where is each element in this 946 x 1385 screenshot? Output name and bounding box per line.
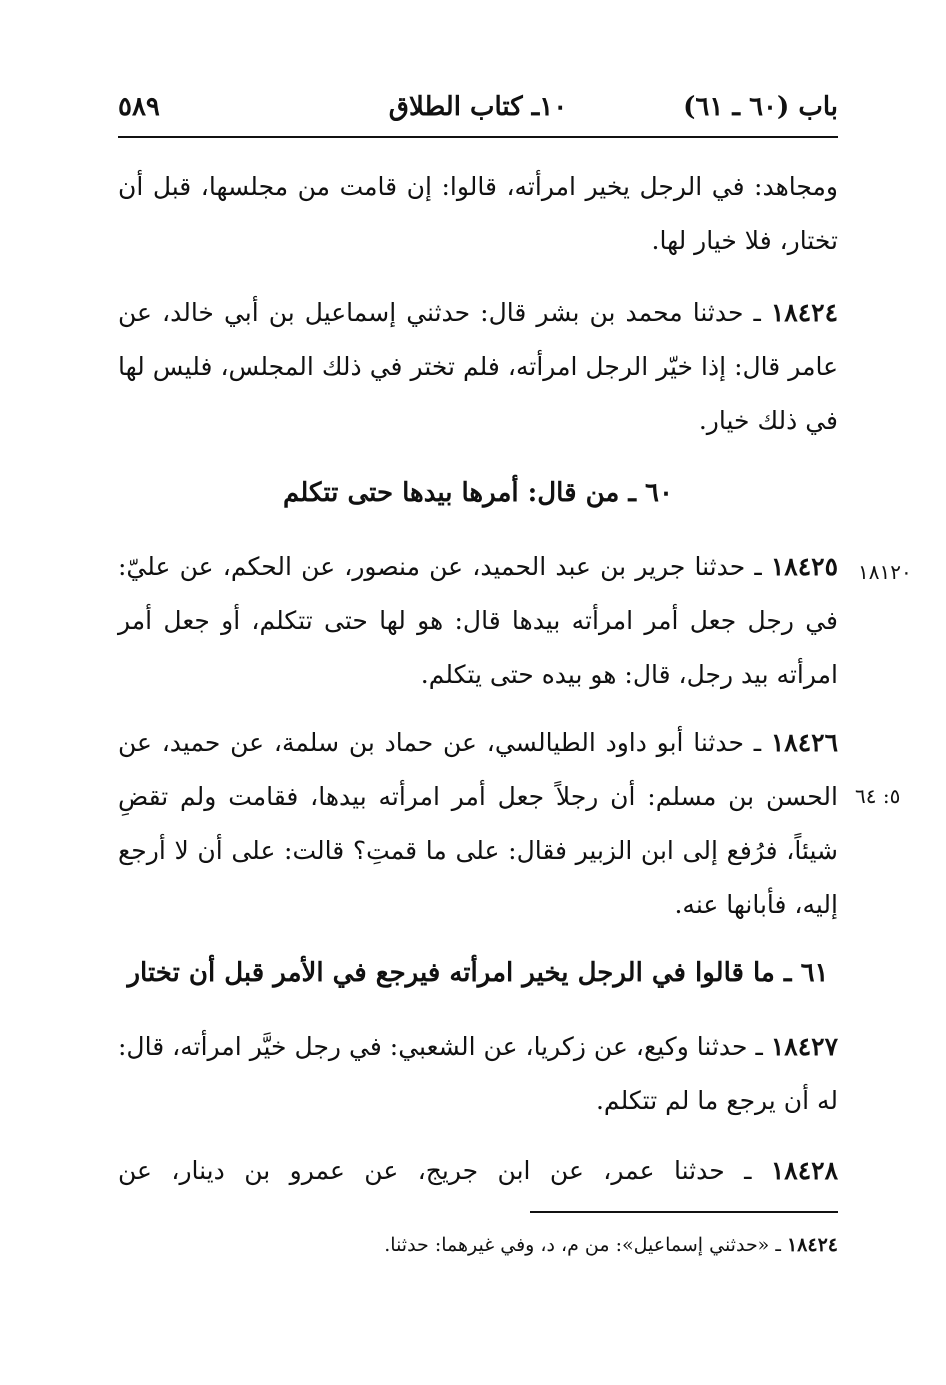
chapter-range: باب (٦٠ ـ ٦١) [683, 92, 838, 122]
hadith-number: ١٨٤٢٥ [770, 552, 838, 581]
hadith-number: ١٨٤٢٦ [770, 728, 838, 757]
footnote [118, 1234, 838, 1256]
hadith-18425 [118, 540, 838, 702]
hadith-number: ١٨٤٢٤ [770, 298, 838, 327]
chapter-heading-60: ٦٠ ـ من قال: أمرها بيدها حتى تتكلم [283, 478, 673, 508]
hadith-number: ١٨٤٢٧ [770, 1032, 838, 1061]
hadith-number: ١٨٤٢٨ [770, 1156, 838, 1185]
page-number: ٥٨٩ [118, 92, 160, 122]
paragraph-text: ومجاهد: في الرجل يخير امرأته، قالوا: إن قامت من مجلسها، قبل أن تختار، فلا خيار لها. [118, 172, 838, 255]
hadith-text: ـ حدثنا أبو داود الطيالسي، عن حماد بن سلمة، عن حميد، عن الحسن بن مسلم: أن رجلاً جعل أمر امرأته بيدها، فقامت ولم تقضِ شيئاً، فرُفع إلى ابن الزبير فقال: على ما قمتِ؟ قالت: على أن لا أرجع إليه، فأبانها عنه. [118, 728, 838, 919]
hadith-18427 [118, 1020, 838, 1128]
hadith-18428 [118, 1144, 838, 1198]
book-title: ١٠ـ كتاب الطلاق [388, 92, 568, 122]
margin-reference: ٥: ٦٤ [855, 784, 901, 808]
footnote-text: ـ «حدثني إسماعيل»: من م، د، وفي غيرهما: حدثنا. [384, 1234, 787, 1256]
footnote-rule [530, 1211, 838, 1213]
hadith-text: ـ حدثنا وكيع، عن زكريا، عن الشعبي: في رجل خيَّر امرأته، قال: له أن يرجع ما لم تتكلم. [118, 1032, 838, 1115]
hadith-text: ـ حدثنا عمر، عن ابن جريج، عن عمرو بن دينار، عن [118, 1156, 771, 1185]
hadith-18426 [118, 716, 838, 932]
hadith-text: ـ حدثنا محمد بن بشر قال: حدثني إسماعيل بن أبي خالد، عن عامر قال: إذا خيّر الرجل امرأته، فلم تختر في ذلك المجلس، فليس لها في ذلك خيار. [118, 298, 838, 435]
hadith-18424 [118, 286, 838, 448]
hadith-text: ـ حدثنا جرير بن عبد الحميد، عن منصور، عن الحكم، عن عليّ: في رجل جعل أمر امرأته بيدها قال: هو لها حتى تتكلم، أو جعل أمر امرأته بيد رجل، قال: هو بيده حتى يتكلم. [118, 552, 838, 689]
margin-reference: ١٨١٢٠ [858, 560, 912, 584]
header-rule [118, 136, 838, 138]
footnote-number: ١٨٤٢٤ [786, 1234, 838, 1256]
page-header [118, 88, 838, 128]
paragraph-continuation [118, 160, 838, 268]
chapter-heading-61: ٦١ ـ ما قالوا في الرجل يخير امرأته فيرجع في الأمر قبل أن تختار [127, 958, 829, 988]
